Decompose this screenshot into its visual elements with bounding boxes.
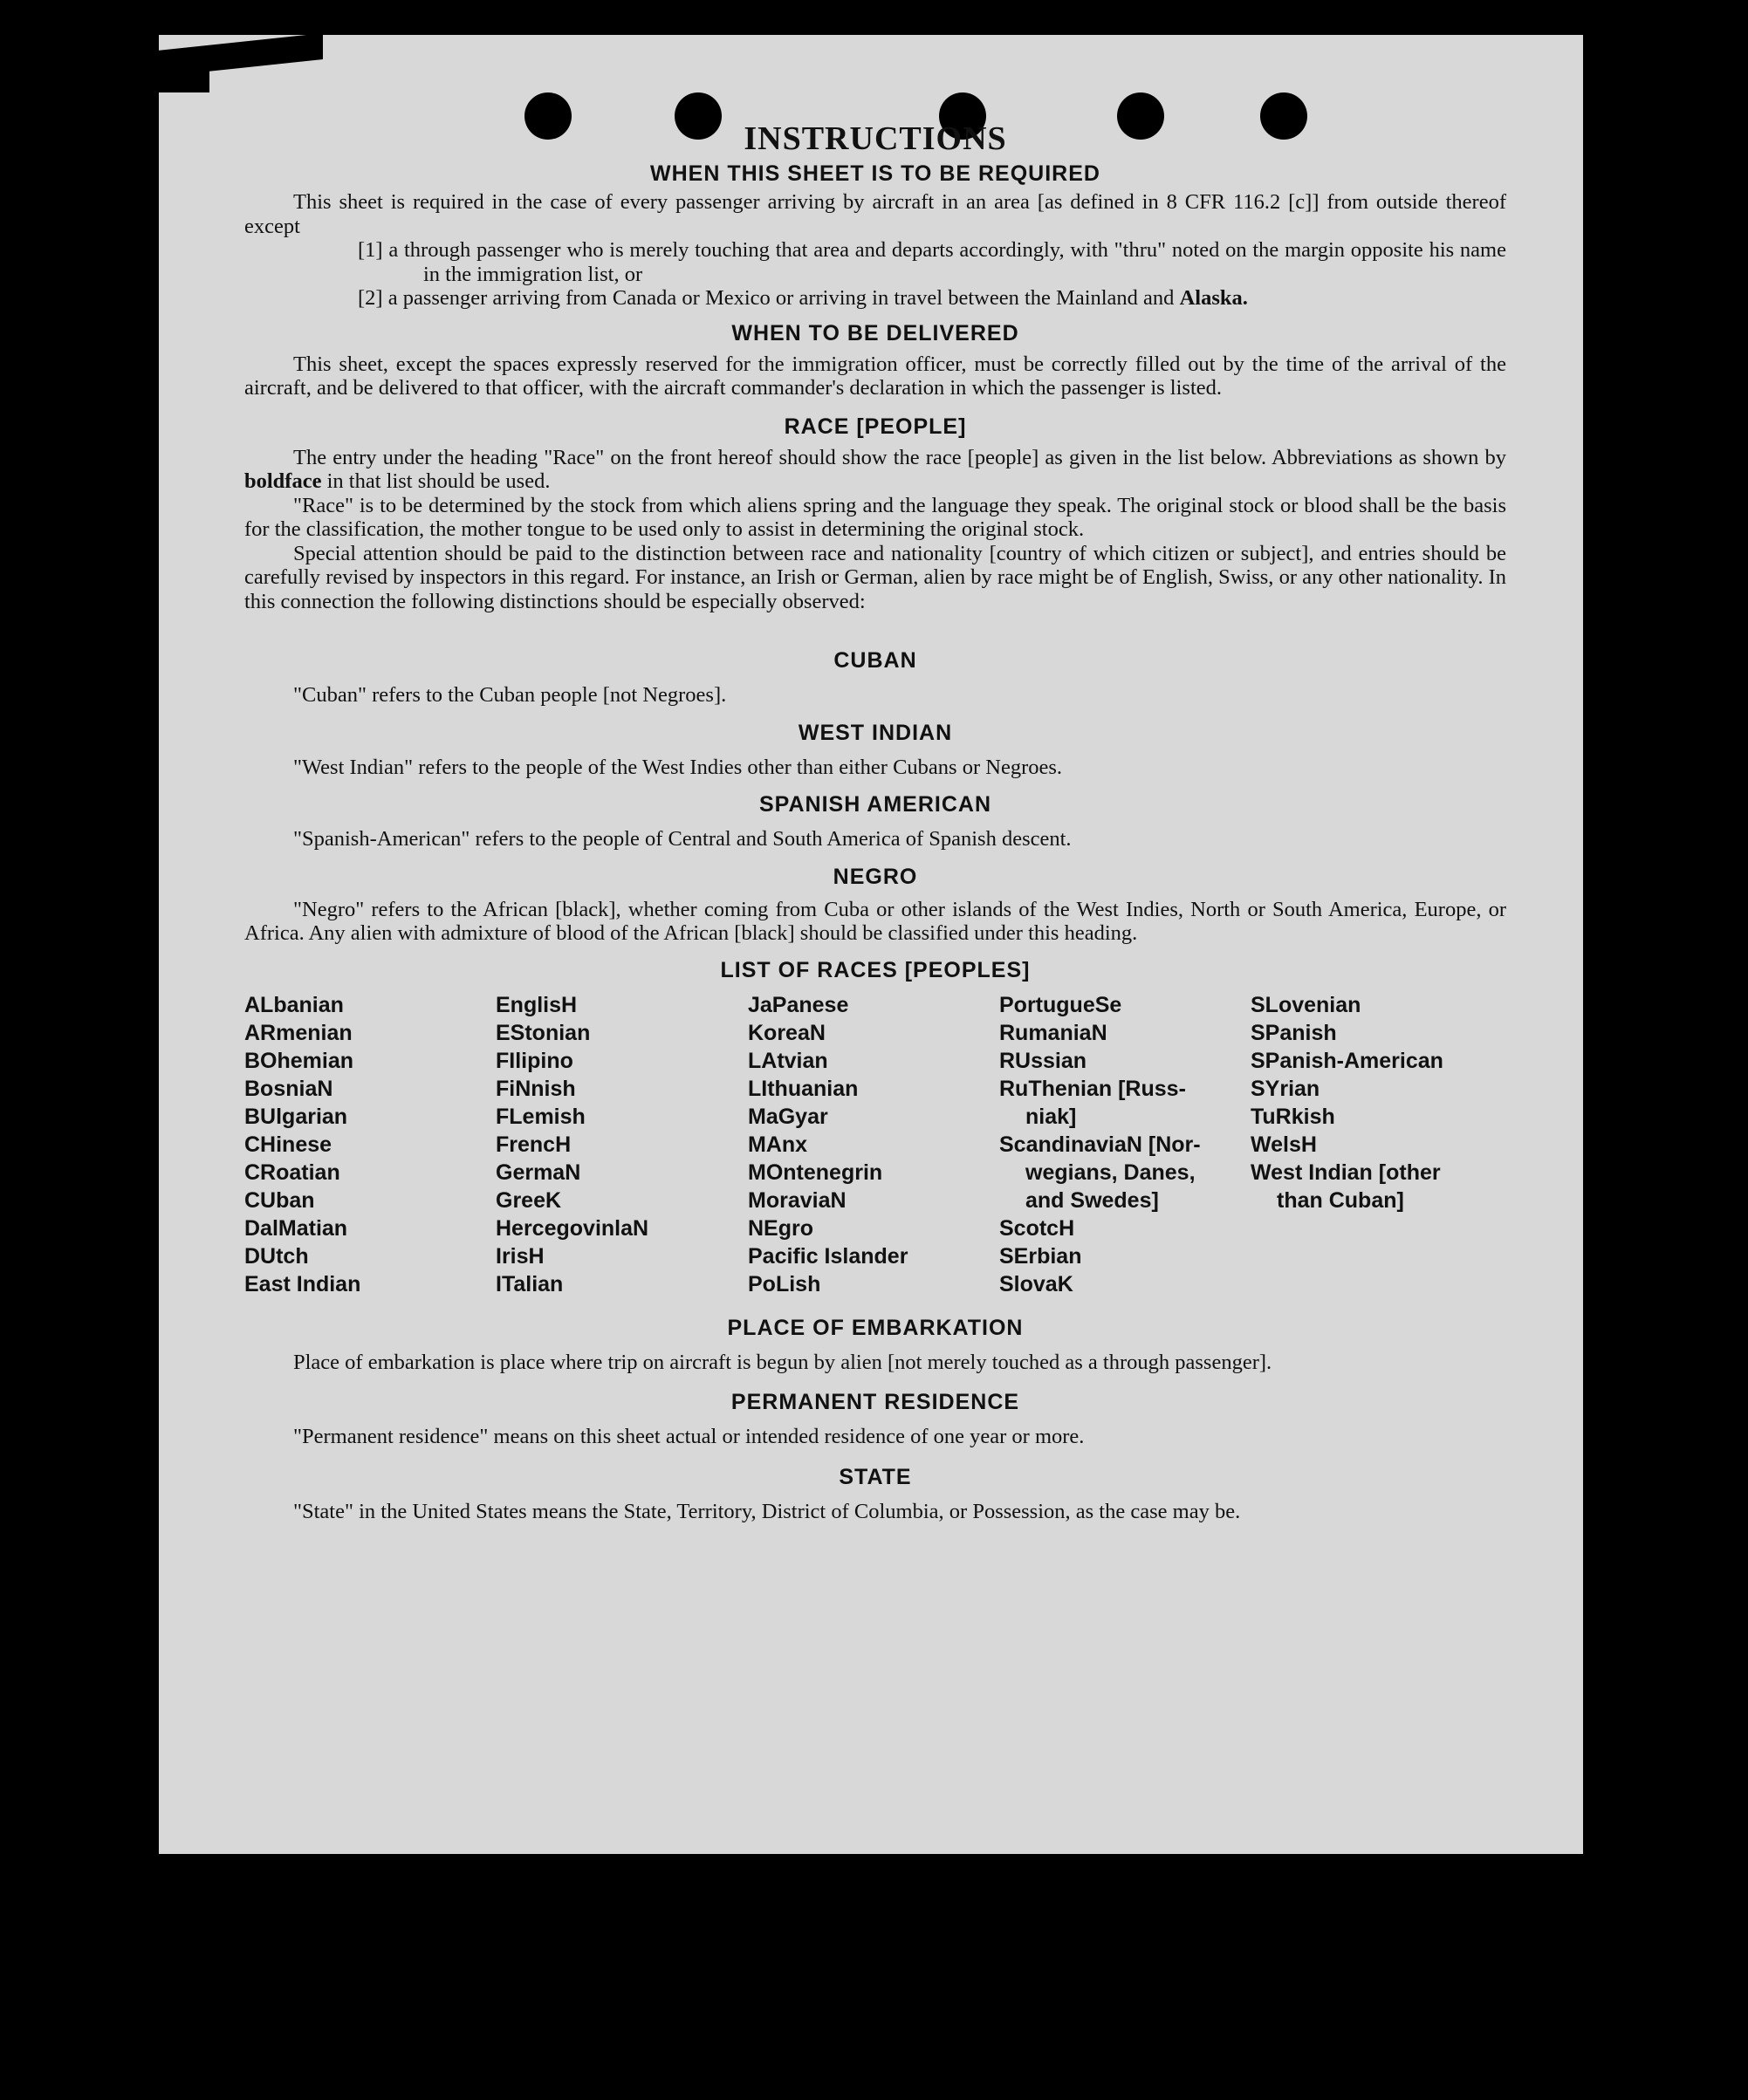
race-item: EnglisH (496, 992, 578, 1017)
permanent-residence-text: "Permanent residence" means on this sheet actual or intended residence of one year or more. (293, 1425, 1085, 1448)
section-heading-race: RACE [PEOPLE] (784, 414, 967, 439)
race-item: ALbanian (244, 992, 344, 1017)
race-item: and Swedes] (1025, 1187, 1159, 1213)
race-item: FLemish (496, 1104, 586, 1129)
race-item: PoLish (748, 1271, 821, 1296)
section-heading-state: STATE (839, 1464, 912, 1489)
race-item: FiNnish (496, 1076, 576, 1101)
race-item: wegians, Danes, (1025, 1159, 1196, 1185)
exception-item-2 (244, 286, 1506, 311)
race-paragraph-2: "Race" is to be determined by the stock from which aliens spring and the language they speak. The original stock or blood shall be the basis for the classification, the mother tongue to be used only to assist in determining the original stock. (244, 493, 1506, 541)
race-item: SLovenian (1251, 992, 1361, 1017)
exception-item-1: [1] a through passenger who is merely touching that area and departs accordingly, with "thru" noted on the margin opposite his name in the immigration list, or (358, 238, 1506, 286)
race-paragraph-3: Special attention should be paid to the distinction between race and nationality [country of which citizen or subject], and entries should be carefully revised by inspectors in this regard. For instance, an Irish or German, alien by race might be of English, Swiss, or any other nationality. In this connection the following distinctions should be especially observed: (244, 541, 1506, 613)
embarkation-text: Place of embarkation is place where trip on aircraft is begun by alien [not merely touched as a through passenger]. (293, 1350, 1272, 1374)
race-item: MoraviaN (748, 1187, 847, 1213)
races-list (244, 991, 1506, 1298)
document-page (159, 35, 1583, 1854)
race-item: ITalian (496, 1271, 564, 1296)
race-item: Pacific Islander (748, 1243, 908, 1269)
race-item: GreeK (496, 1187, 562, 1213)
race-item: ScandinaviaN [Nor- (999, 1132, 1201, 1157)
races-column-3 (748, 991, 999, 1298)
race-item: GermaN (496, 1159, 581, 1185)
spanish-american-text: "Spanish-American" refers to the people of Central and South America of Spanish descent. (293, 827, 1072, 851)
race-item: FrencH (496, 1132, 572, 1157)
race-paragraph-1 (244, 446, 1506, 494)
section-heading-permanent-residence: PERMANENT RESIDENCE (730, 1390, 1020, 1414)
race-item: SYrian (1251, 1076, 1320, 1101)
race-item: JaPanese (748, 992, 849, 1017)
cuban-text: "Cuban" refers to the Cuban people [not Negroes]. (293, 683, 727, 707)
races-column-4 (999, 991, 1251, 1298)
state-text: "State" in the United States means the State, Territory, District of Columbia, or Possession, as the case may be. (293, 1499, 1241, 1523)
section-heading-list-of-races: LIST OF RACES [PEOPLES] (720, 957, 1031, 982)
race-item: ScotcH (999, 1215, 1075, 1241)
race-item: SPanish (1251, 1020, 1337, 1045)
race-item: FIlipino (496, 1048, 573, 1073)
races-column-5 (1251, 991, 1506, 1298)
race-item: LAtvian (748, 1048, 828, 1073)
torn-corner (157, 58, 209, 92)
race-item: MAnx (748, 1132, 808, 1157)
race-item: ARmenian (244, 1020, 353, 1045)
race-item: KoreaN (748, 1020, 826, 1045)
race-item: NEgro (748, 1215, 813, 1241)
race-item: TuRkish (1251, 1104, 1335, 1129)
section-heading-cuban: CUBAN (833, 648, 917, 673)
race-p1-boldface: boldface (244, 469, 322, 493)
exception-item-2-bold: Alaska. (1179, 286, 1248, 310)
west-indian-text: "West Indian" refers to the people of the West Indies other than either Cubans or Negroes. (293, 755, 1063, 779)
section-heading-when-delivered: WHEN TO BE DELIVERED (731, 320, 1019, 345)
race-item: BosniaN (244, 1076, 333, 1101)
page-title: INSTRUCTIONS (744, 120, 1007, 157)
race-item: SlovaK (999, 1271, 1073, 1296)
race-p1-text-end: in that list should be used. (321, 469, 551, 493)
race-item: IrisH (496, 1243, 545, 1269)
negro-text: "Negro" refers to the African [black], whether coming from Cuba or other islands of the West Indies, North or South America, Europe, or Africa. Any alien with admixture of blood of the African [black] should be classified under this heading. (244, 897, 1506, 945)
race-item: DUtch (244, 1243, 309, 1269)
race-item: than Cuban] (1277, 1187, 1404, 1213)
races-column-1 (244, 991, 496, 1298)
race-item: BUlgarian (244, 1104, 348, 1129)
race-item: EStonian (496, 1020, 591, 1045)
race-p1-text: The entry under the heading "Race" on the front hereof should show the race [people] as given in the list below. Abbreviations as shown by (293, 445, 1506, 469)
section-heading-embarkation: PLACE OF EMBARKATION (727, 1315, 1024, 1340)
instructions-content (244, 118, 1506, 1523)
race-item: niak] (1025, 1104, 1077, 1129)
race-item: CUban (244, 1187, 315, 1213)
race-item: East Indian (244, 1271, 361, 1296)
race-item: MOntenegrin (748, 1159, 883, 1185)
section-heading-when-required: WHEN THIS SHEET IS TO BE REQUIRED (650, 161, 1100, 186)
race-item: RumaniaN (999, 1020, 1107, 1045)
race-item: CRoatian (244, 1159, 340, 1185)
race-item: PortugueSe (999, 992, 1122, 1017)
when-delivered-text: This sheet, except the spaces expressly reserved for the immigration officer, must be correctly filled out by the time of the arrival of the aircraft, and be delivered to that officer, with the aircraft commander's declaration in which the passenger is listed. (244, 352, 1506, 400)
section-heading-negro: NEGRO (833, 864, 918, 889)
race-item: West Indian [other (1251, 1159, 1441, 1185)
race-item: BOhemian (244, 1048, 354, 1073)
section-heading-spanish-american: SPANISH AMERICAN (758, 792, 991, 817)
race-item: WelsH (1251, 1132, 1317, 1157)
race-item: DalMatian (244, 1215, 348, 1241)
race-item: RuThenian [Russ- (999, 1076, 1186, 1101)
races-column-2 (496, 991, 748, 1298)
race-item: MaGyar (748, 1104, 828, 1129)
section-heading-west-indian: WEST INDIAN (798, 720, 953, 745)
race-item: HercegovinlaN (496, 1215, 649, 1241)
when-required-intro: This sheet is required in the case of every passenger arriving by aircraft in an area [as defined in 8 CFR 116.2 [c]] from outside thereof except (244, 190, 1506, 238)
race-item: RUssian (999, 1048, 1087, 1073)
race-item: SPanish-American (1251, 1048, 1443, 1073)
race-item: SErbian (999, 1243, 1082, 1269)
exception-item-2-text: [2] a passenger arriving from Canada or Mexico or arriving in travel between the Mainland and (358, 286, 1180, 310)
race-item: LIthuanian (748, 1076, 859, 1101)
race-item: CHinese (244, 1132, 332, 1157)
